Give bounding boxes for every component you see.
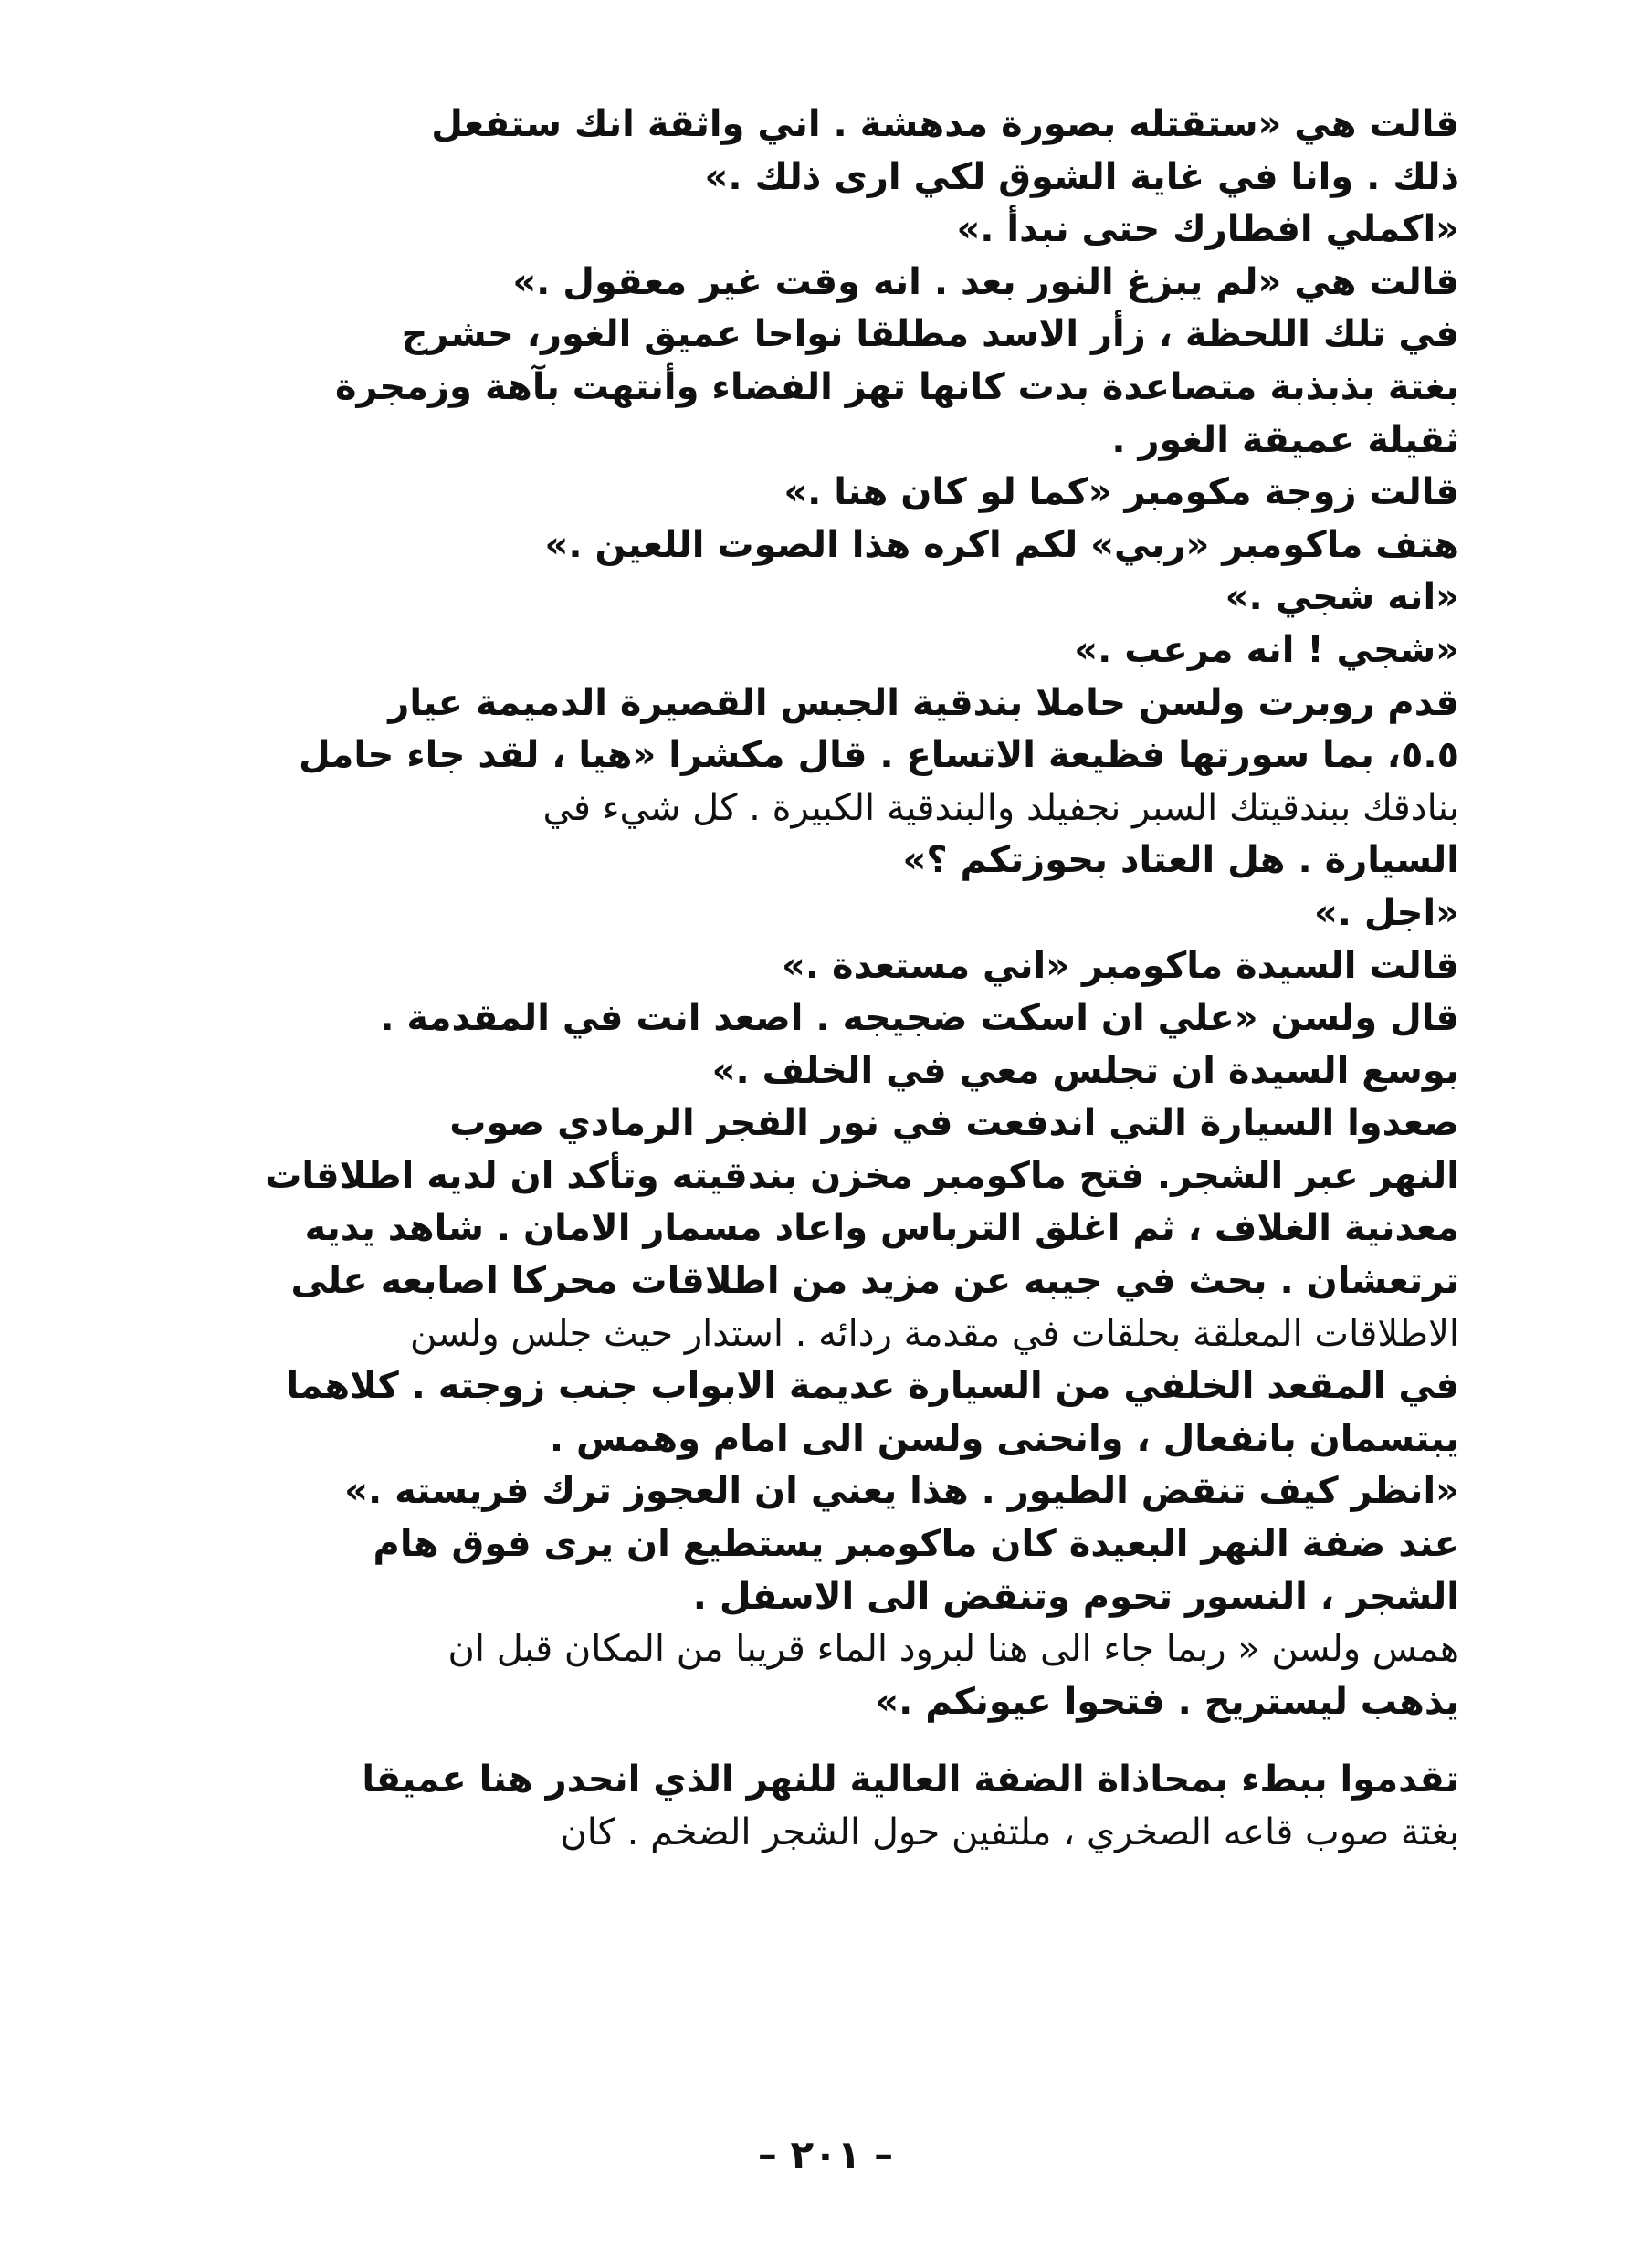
text-line: الاطلاقات المعلقة بحلقات في مقدمة ردائه . استدار حيث جلس ولسن xyxy=(410,1312,1459,1355)
text-line: تقدموا ببطء بمحاذاة الضفة العالية للنهر الذي انحدر هنا عميقا xyxy=(362,1759,1459,1801)
text-line: قال ولسن «علي ان اسكت ضجيجه . اصعد انت في المقدمة . xyxy=(380,997,1459,1040)
text-line: ذلك . وانا في غاية الشوق لكي ارى ذلك .» xyxy=(704,155,1459,198)
text-line: بنادقك ببندقيتك السبر نجفيلد والبندقية الكبيرة . كل شيء في xyxy=(542,786,1459,829)
text-line: بوسع السيدة ان تجلس معي في الخلف .» xyxy=(711,1049,1459,1092)
text-line: «شجي ! انه مرعب .» xyxy=(1074,628,1459,671)
text-line: صعدوا السيارة التي اندفعت في نور الفجر الرمادي صوب xyxy=(449,1102,1459,1145)
text-line: النهر عبر الشجر. فتح ماكومبر مخزن بندقيته وتأكد ان لديه اطلاقات xyxy=(265,1154,1459,1197)
text-line: في المقعد الخلفي من السيارة عديمة الابواب جنب زوجته . كلاهما xyxy=(286,1365,1459,1408)
text-line: بغتة صوب قاعه الصخري ، ملتفين حول الشجر الضخم . كان xyxy=(560,1811,1459,1853)
page-number: – ٢٠١ – xyxy=(757,2132,894,2177)
text-line: قالت زوجة مكومبر «كما لو كان هنا .» xyxy=(783,471,1459,514)
text-line: «انظر كيف تنقض الطيور . هذا يعني ان العجوز ترك فريسته .» xyxy=(344,1470,1459,1513)
body-text xyxy=(208,99,1459,1860)
text-line: في تلك اللحظة ، زأر الاسد مطلقا نواحا عميق الغور، حشرج xyxy=(401,313,1459,356)
text-line: قالت السيدة ماكومبر «اني مستعدة .» xyxy=(782,944,1459,987)
paragraph-gap xyxy=(208,1728,1459,1754)
text-line: عند ضفة النهر البعيدة كان ماكومبر يستطيع ان يرى فوق هام xyxy=(373,1523,1459,1566)
text-line: الشجر ، النسور تحوم وتنقض الى الاسفل . xyxy=(692,1575,1459,1618)
text-line: ترتعشان . بحث في جيبه عن مزيد من اطلاقات محركا اصابعه على xyxy=(290,1260,1459,1303)
text-line: يبتسمان بانفعال ، وانحنى ولسن الى امام وهمس . xyxy=(549,1417,1459,1460)
text-line: «اجل .» xyxy=(1313,891,1459,934)
text-line: قالت هي «ستقتله بصورة مدهشة . اني واثقة انك ستفعل xyxy=(431,103,1459,145)
text-line: قدم روبرت ولسن حاملا بندقية الجبس القصيرة الدميمة عيار xyxy=(388,681,1459,724)
text-line: همس ولسن « ربما جاء الى هنا لبرود الماء قريبا من المكان قبل ان xyxy=(447,1628,1459,1671)
text-line: يذهب ليستريح . فتحوا عيونكم .» xyxy=(875,1680,1459,1723)
text-line: «اكملي افطارك حتى نبدأ .» xyxy=(956,208,1459,251)
text-line: ٥.٥، بما سورتها فظيعة الاتساع . قال مكشرا «هيا ، لقد جاء حامل xyxy=(298,734,1459,777)
text-line: هتف ماكومبر «ربي» لكم اكره هذا الصوت اللعين .» xyxy=(544,523,1459,566)
text-line: «انه شجي .» xyxy=(1225,576,1459,619)
text-line: بغتة بذبذبة متصاعدة بدت كانها تهز الفضاء وأنتهت بآهة وزمجرة xyxy=(334,365,1459,408)
text-line: معدنية الغلاف ، ثم اغلق الترباس واعاد مسمار الامان . شاهد يديه xyxy=(304,1207,1459,1250)
text-line: ثقيلة عميقة الغور . xyxy=(1111,418,1459,461)
text-line: السيارة . هل العتاد بحوزتكم ؟» xyxy=(902,839,1459,882)
text-line: قالت هي «لم يبزغ النور بعد . انه وقت غير معقول .» xyxy=(512,260,1459,303)
